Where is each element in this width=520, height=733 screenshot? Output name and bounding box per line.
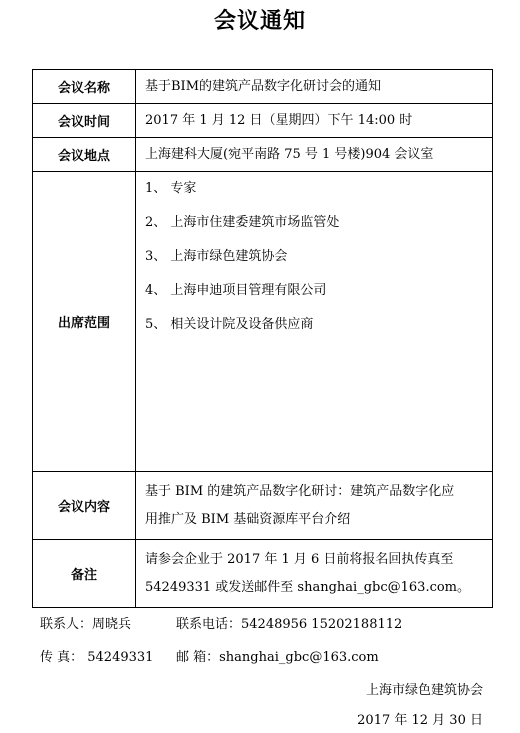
list-item: 1、 专家	[145, 181, 197, 196]
list-item: 2、 上海市住建委建筑市场监管处	[145, 215, 340, 230]
meeting-name-value: 基于BIM的建筑产品数字化研讨会的通知	[136, 70, 493, 104]
meeting-time-label: 会议时间	[33, 104, 136, 138]
list-item: 4、 上海申迪项目管理有限公司	[145, 283, 327, 298]
row-meeting-location	[33, 138, 493, 172]
notice-table	[32, 69, 493, 608]
remarks-line: 请参会企业于 2017 年 1 月 6 日前将报名回执传真至	[145, 551, 454, 567]
attendees-label: 出席范围	[33, 172, 136, 472]
list-item: 5、 相关设计院及设备供应商	[145, 317, 314, 332]
meeting-content-label: 会议内容	[33, 472, 136, 540]
attendees-list	[145, 172, 486, 350]
contact-fax: 传 真： 54249331	[40, 650, 154, 665]
contact-person: 联系人：周晓兵	[40, 617, 132, 632]
contact-email: 邮 箱：shanghai_gbc@163.com	[176, 650, 379, 665]
signature-org: 上海市绿色建筑协会	[365, 683, 483, 698]
meeting-location-label: 会议地点	[33, 138, 136, 172]
list-item: 3、 上海市绿色建筑协会	[145, 249, 288, 264]
remarks-line: 54249331 或发送邮件至 shanghai_gbc@163.com。	[145, 579, 471, 595]
meeting-content-line: 基于 BIM 的建筑产品数字化研讨：建筑产品数字化应	[145, 483, 455, 499]
signature-date: 2017 年 12 月 30 日	[357, 713, 483, 728]
row-remarks	[33, 540, 493, 608]
row-meeting-time	[33, 104, 493, 138]
meeting-content-line: 用推广及 BIM 基础资源库平台介绍	[145, 511, 351, 527]
meeting-content-value	[136, 472, 493, 540]
meeting-name-label: 会议名称	[33, 70, 136, 104]
meeting-location-value: 上海建科大厦(宛平南路 75 号 1 号楼)904 会议室	[136, 138, 493, 172]
contact-phone: 联系电话：54248956 15202188112	[176, 617, 403, 632]
page-title: 会议通知	[213, 9, 306, 34]
attendees-value	[136, 172, 493, 472]
row-attendees	[33, 172, 493, 472]
remarks-value	[136, 540, 493, 608]
row-meeting-content	[33, 472, 493, 540]
meeting-time-value: 2017 年 1 月 12 日（星期四）下午 14:00 时	[136, 104, 493, 138]
remarks-label: 备注	[33, 540, 136, 608]
row-meeting-name	[33, 70, 493, 104]
